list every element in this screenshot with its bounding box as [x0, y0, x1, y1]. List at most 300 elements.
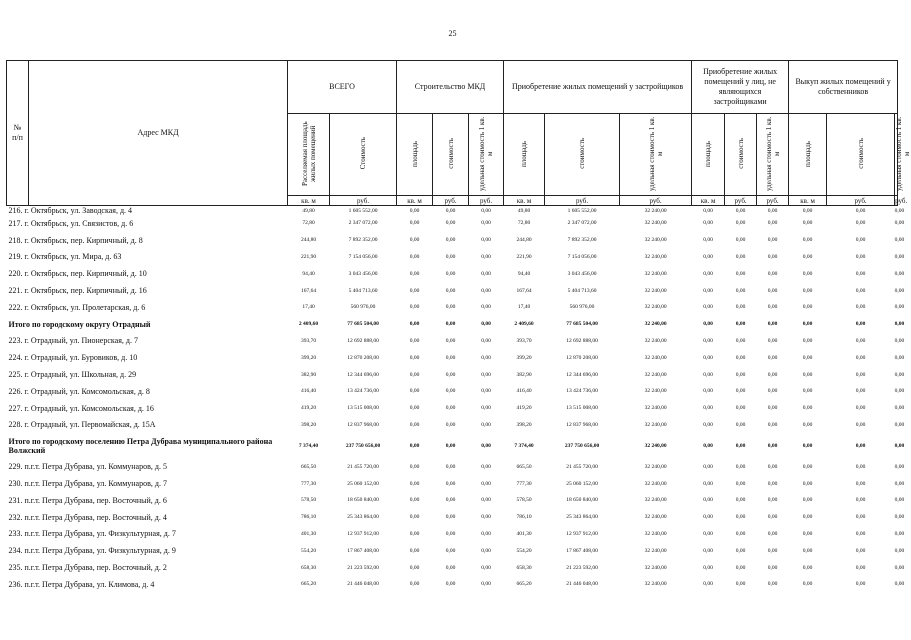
value-cell: 0,00 — [735, 547, 746, 554]
value-cell: 0,00 — [409, 371, 420, 378]
value-cell: 0,00 — [445, 220, 456, 227]
table-row — [7, 509, 898, 526]
value-cell: 0,00 — [735, 581, 746, 588]
value-cell: 399,20 — [516, 354, 532, 361]
value-cell: 32 240,00 — [644, 547, 667, 554]
value-cell: 0,00 — [802, 287, 813, 294]
value-cell: 0,00 — [767, 287, 778, 294]
value-cell: 0,00 — [703, 530, 713, 537]
unit-rub: руб. — [725, 196, 757, 206]
table-row — [7, 383, 898, 400]
table-row — [7, 215, 898, 232]
value-cell: 0,00 — [409, 405, 420, 412]
value-cell: 0,00 — [735, 270, 746, 277]
value-cell: 0,00 — [894, 547, 905, 554]
value-cell: 0,00 — [767, 304, 778, 311]
value-cell: 32 240,00 — [644, 388, 667, 395]
value-cell: 0,00 — [855, 514, 866, 521]
value-cell: 0,00 — [703, 354, 713, 361]
value-cell: 0,00 — [855, 405, 866, 412]
value-cell: 0,00 — [735, 207, 746, 214]
value-cell: 167,64 — [516, 287, 532, 294]
value-cell: 0,00 — [703, 304, 713, 311]
value-cell: 0,00 — [735, 304, 746, 311]
value-cell: 0,00 — [855, 388, 866, 395]
value-cell: 0,00 — [445, 207, 456, 214]
value-cell: 0,00 — [855, 547, 866, 554]
value-cell: 0,00 — [445, 337, 456, 344]
table-row — [7, 349, 898, 366]
value-cell: 0,00 — [735, 371, 746, 378]
value-cell: 0,00 — [735, 220, 746, 227]
value-cell: 0,00 — [894, 388, 905, 395]
value-cell: 0,00 — [481, 304, 491, 311]
value-cell: 0,00 — [767, 237, 778, 244]
value-cell: 0,00 — [445, 421, 456, 428]
value-cell: 25 343 864,00 — [347, 514, 379, 521]
value-cell: 0,00 — [894, 564, 905, 571]
value-cell: 0,00 — [735, 442, 746, 449]
sub-header-area: площадь — [397, 114, 433, 196]
address-cell: 230. п.г.т. Петра Дубрава, ул. Коммунаров, д. 7 — [8, 479, 167, 489]
table-row — [7, 282, 898, 299]
value-cell: 77 685 504,00 — [566, 321, 598, 328]
value-cell: 0,00 — [481, 321, 491, 328]
address-cell: Итого по городскому поселению Петра Дубрава муниципального района Волжский — [8, 436, 273, 455]
value-cell: 0,00 — [894, 530, 905, 537]
value-cell: 0,00 — [894, 337, 905, 344]
value-cell: 21 446 048,00 — [566, 581, 598, 588]
address-cell: 220. г. Октябрьск, пер. Кирпичный, д. 10 — [8, 269, 147, 279]
value-cell: 0,00 — [767, 421, 778, 428]
table-row — [7, 265, 898, 282]
value-cell: 0,00 — [894, 581, 905, 588]
value-cell: 13 424 736,00 — [566, 388, 598, 395]
value-cell: 0,00 — [767, 564, 778, 571]
value-cell: 2 409,60 — [514, 321, 534, 328]
value-cell: 12 837 968,00 — [347, 421, 379, 428]
value-cell: 0,00 — [481, 530, 491, 537]
value-cell: 665,50 — [516, 463, 532, 470]
address-cell: 234. п.г.т. Петра Дубрава, ул. Физкультурная, д. 9 — [8, 546, 176, 556]
value-cell: 0,00 — [802, 530, 813, 537]
value-cell: 0,00 — [409, 463, 420, 470]
address-cell: 221. г. Октябрьск, пер. Кирпичный, д. 16 — [8, 286, 147, 296]
value-cell: 0,00 — [703, 581, 713, 588]
value-cell: 0,00 — [735, 287, 746, 294]
address-cell: 223. г. Отрадный, ул. Пионерская, д. 7 — [8, 336, 138, 346]
value-cell: 0,00 — [802, 564, 813, 571]
value-cell: 0,00 — [481, 547, 491, 554]
value-cell: 0,00 — [409, 421, 420, 428]
value-cell: 0,00 — [894, 421, 905, 428]
value-cell: 0,00 — [409, 514, 420, 521]
table-row — [7, 232, 898, 249]
unit-area: кв. м — [789, 196, 827, 206]
value-cell: 0,00 — [481, 270, 491, 277]
value-cell: 0,00 — [802, 237, 813, 244]
value-cell: 578,50 — [300, 497, 317, 504]
unit-rub: руб. — [895, 197, 908, 205]
value-cell: 777,30 — [300, 480, 317, 487]
address-cell: 218. г. Октябрьск, пер. Кирпичный, д. 8 — [8, 235, 143, 245]
value-cell: 0,00 — [445, 564, 456, 571]
value-cell: 1 605 552,00 — [348, 207, 378, 214]
value-cell: 12 870 208,00 — [347, 354, 379, 361]
value-cell: 382,90 — [516, 371, 532, 378]
value-cell: 0,00 — [703, 270, 713, 277]
value-cell: 0,00 — [409, 497, 420, 504]
value-cell: 578,50 — [516, 497, 532, 504]
value-cell: 0,00 — [735, 497, 746, 504]
address-cell: 236. п.г.т. Петра Дубрава, ул. Климова, д. 4 — [8, 579, 155, 589]
value-cell: 0,00 — [894, 442, 905, 449]
value-cell: 12 344 696,00 — [566, 371, 598, 378]
value-cell: 0,00 — [703, 421, 713, 428]
resettlement-table — [6, 60, 911, 593]
value-cell: 237 750 656,00 — [345, 442, 381, 449]
value-cell: 7 374,40 — [514, 442, 534, 449]
value-cell: 0,00 — [855, 421, 866, 428]
value-cell: 0,00 — [735, 514, 746, 521]
value-cell: 0,00 — [767, 547, 778, 554]
value-cell: 49,80 — [302, 207, 315, 214]
value-cell: 21 455 720,00 — [566, 463, 598, 470]
value-cell: 0,00 — [894, 405, 905, 412]
value-cell: 0,00 — [481, 207, 491, 214]
value-cell: 18 650 840,00 — [566, 497, 598, 504]
value-cell: 32 240,00 — [644, 564, 667, 571]
value-cell: 0,00 — [855, 321, 866, 328]
value-cell: 0,00 — [481, 220, 491, 227]
value-cell: 0,00 — [409, 547, 420, 554]
value-cell: 0,00 — [855, 497, 866, 504]
value-cell: 0,00 — [481, 237, 491, 244]
value-cell: 393,70 — [516, 337, 532, 344]
value-cell: 49,80 — [517, 207, 531, 214]
sub-header-cost: стоимость — [827, 114, 895, 196]
value-cell: 0,00 — [445, 405, 456, 412]
value-cell: 0,00 — [855, 253, 866, 260]
sub-header-cost: стоимость — [433, 114, 469, 196]
value-cell: 0,00 — [703, 480, 713, 487]
value-cell: 0,00 — [894, 220, 905, 227]
value-cell: 0,00 — [802, 321, 813, 328]
table-row — [7, 475, 898, 492]
value-cell: 0,00 — [735, 564, 746, 571]
value-cell: 0,00 — [802, 514, 813, 521]
value-cell: 0,00 — [703, 442, 713, 449]
value-cell: 7 892 352,00 — [348, 237, 378, 244]
value-cell: 658,30 — [516, 564, 532, 571]
value-cell: 32 240,00 — [644, 497, 667, 504]
value-cell: 0,00 — [445, 321, 456, 328]
value-cell: 0,00 — [855, 220, 866, 227]
value-cell: 237 750 656,00 — [564, 442, 600, 449]
table-row — [7, 206, 898, 216]
value-cell: 0,00 — [767, 207, 778, 214]
value-cell: 0,00 — [894, 287, 905, 294]
value-cell: 665,20 — [300, 581, 317, 588]
value-cell: 0,00 — [735, 530, 746, 537]
value-cell: 32 240,00 — [644, 442, 667, 449]
value-cell: 0,00 — [855, 354, 866, 361]
value-cell: 32 240,00 — [644, 237, 667, 244]
group-buyout-header: Выкуп жилых помещений у собственников — [789, 61, 898, 114]
value-cell: 12 937 912,00 — [566, 530, 598, 537]
unit-area: кв. м — [504, 196, 545, 206]
address-cell: 216. г. Октябрьск, ул. Заводская, д. 4 — [8, 206, 133, 215]
value-cell: 0,00 — [735, 321, 746, 328]
value-cell: 0,00 — [481, 388, 491, 395]
value-cell: 17,40 — [517, 304, 531, 311]
value-cell: 0,00 — [703, 321, 713, 328]
value-cell: 0,00 — [703, 463, 713, 470]
value-cell: 0,00 — [445, 304, 456, 311]
value-cell: 32 240,00 — [644, 287, 667, 294]
unit-rub: руб. — [757, 196, 789, 206]
address-cell: 222. г. Октябрьск, ул. Пролетарская, д. 6 — [8, 302, 146, 312]
value-cell: 13 515 008,00 — [566, 405, 598, 412]
unit-rub: руб. — [620, 196, 692, 206]
value-cell: 7 892 352,00 — [567, 237, 597, 244]
value-cell: 0,00 — [481, 564, 491, 571]
table-row — [7, 492, 898, 509]
value-cell: 0,00 — [855, 480, 866, 487]
unit-area: кв. м — [692, 196, 725, 206]
value-cell: 416,40 — [516, 388, 532, 395]
value-cell: 0,00 — [703, 547, 713, 554]
value-cell: 0,00 — [703, 253, 713, 260]
address-cell: 228. г. Отрадный, ул. Первомайская, д. 15А — [8, 420, 156, 430]
value-cell: 0,00 — [481, 287, 491, 294]
table-row — [7, 576, 898, 593]
value-cell: 0,00 — [855, 463, 866, 470]
value-cell: 0,00 — [767, 530, 778, 537]
sub-header-unit-cost: удельная стоимость 1 кв. м — [620, 114, 692, 196]
value-cell: 0,00 — [802, 253, 813, 260]
value-cell: 25 060 152,00 — [347, 480, 379, 487]
value-cell: 3 043 456,00 — [567, 270, 597, 277]
unit-rub: руб. — [330, 196, 397, 206]
value-cell: 0,00 — [894, 237, 905, 244]
value-cell: 0,00 — [409, 581, 420, 588]
value-cell: 0,00 — [445, 442, 456, 449]
sub-header-unit-cost: удельная стоимость 1 кв. м — [757, 114, 789, 196]
value-cell: 32 240,00 — [644, 337, 667, 344]
value-cell: 0,00 — [855, 371, 866, 378]
value-cell: 21 223 592,00 — [347, 564, 379, 571]
value-cell: 0,00 — [703, 564, 713, 571]
value-cell: 0,00 — [894, 480, 905, 487]
value-cell: 0,00 — [445, 581, 456, 588]
value-cell: 0,00 — [802, 581, 813, 588]
value-cell: 0,00 — [894, 514, 905, 521]
address-cell: 217. г. Октябрьск, ул. Связистов, д. 6 — [8, 218, 134, 228]
value-cell: 0,00 — [409, 321, 420, 328]
group-construction-header: Строительство МКД — [397, 61, 504, 114]
col-no-header: № п/п — [7, 61, 29, 206]
value-cell: 0,00 — [802, 371, 813, 378]
address-cell: 224. г. Отрадный, ул. Буровиков, д. 10 — [8, 353, 138, 363]
value-cell: 0,00 — [703, 388, 713, 395]
sub-header-area: площадь — [692, 114, 725, 196]
value-cell: 32 240,00 — [644, 581, 667, 588]
value-cell: 0,00 — [802, 354, 813, 361]
table-row — [7, 458, 898, 475]
value-cell: 0,00 — [767, 405, 778, 412]
table-row — [7, 249, 898, 266]
value-cell: 777,30 — [516, 480, 532, 487]
sub-header-total-cost: Стоимость — [330, 114, 397, 196]
value-cell: 0,00 — [703, 514, 713, 521]
value-cell: 560 976,00 — [350, 304, 376, 311]
value-cell: 665,50 — [300, 463, 317, 470]
value-cell: 0,00 — [767, 337, 778, 344]
value-cell: 0,00 — [855, 237, 866, 244]
value-cell: 0,00 — [409, 337, 420, 344]
value-cell: 25 343 864,00 — [566, 514, 598, 521]
value-cell: 221,90 — [300, 253, 317, 260]
unit-area: кв. м — [397, 196, 433, 206]
value-cell: 0,00 — [445, 253, 456, 260]
value-cell: 0,00 — [767, 321, 778, 328]
table-row — [7, 299, 898, 316]
value-cell: 0,00 — [894, 463, 905, 470]
value-cell: 0,00 — [894, 270, 905, 277]
address-cell: 235. п.г.т. Петра Дубрава, пер. Восточный, д. 2 — [8, 563, 167, 573]
group-non-developer-header: Приобретение жилых помещений у лиц, не являющихся застройщиками — [692, 61, 789, 114]
value-cell: 0,00 — [703, 287, 713, 294]
value-cell: 399,20 — [300, 354, 317, 361]
value-cell: 554,20 — [516, 547, 532, 554]
unit-rub: руб. — [827, 196, 895, 206]
value-cell: 0,00 — [767, 253, 778, 260]
value-cell: 0,00 — [802, 270, 813, 277]
value-cell: 0,00 — [735, 337, 746, 344]
value-cell: 419,20 — [516, 405, 532, 412]
value-cell: 32 240,00 — [644, 321, 667, 328]
value-cell: 0,00 — [409, 220, 420, 227]
value-cell: 0,00 — [481, 371, 491, 378]
value-cell: 32 240,00 — [644, 530, 667, 537]
value-cell: 0,00 — [802, 207, 813, 214]
value-cell: 0,00 — [802, 497, 813, 504]
value-cell: 12 937 912,00 — [347, 530, 379, 537]
value-cell: 398,20 — [300, 421, 317, 428]
value-cell: 7 154 056,00 — [567, 253, 597, 260]
value-cell: 0,00 — [445, 530, 456, 537]
table-row — [7, 366, 898, 383]
value-cell: 0,00 — [445, 480, 456, 487]
table-body — [7, 206, 905, 593]
value-cell: 0,00 — [445, 497, 456, 504]
value-cell: 0,00 — [802, 421, 813, 428]
unit-area: кв. м — [288, 196, 330, 206]
sub-header-unit-cost: удельная стоимость 1 кв. м — [469, 114, 504, 196]
value-cell: 72,80 — [302, 220, 315, 227]
value-cell: 17 867 408,00 — [566, 547, 598, 554]
value-cell: 0,00 — [802, 304, 813, 311]
table-total-row — [7, 433, 898, 458]
value-cell: 2 409,60 — [298, 321, 319, 328]
value-cell: 21 455 720,00 — [347, 463, 379, 470]
value-cell: 5 404 713,60 — [348, 287, 378, 294]
value-cell: 0,00 — [855, 530, 866, 537]
value-cell: 18 650 840,00 — [347, 497, 379, 504]
value-cell: 0,00 — [735, 421, 746, 428]
sub-header-cost: стоимость — [545, 114, 620, 196]
value-cell: 0,00 — [409, 480, 420, 487]
value-cell: 0,00 — [445, 514, 456, 521]
value-cell: 32 240,00 — [644, 514, 667, 521]
value-cell: 0,00 — [409, 237, 420, 244]
value-cell: 0,00 — [703, 337, 713, 344]
value-cell: 0,00 — [855, 337, 866, 344]
value-cell: 0,00 — [409, 564, 420, 571]
group-total-header: ВСЕГО — [288, 61, 397, 114]
address-cell: Итого по городскому округу Отрадный — [8, 319, 151, 329]
value-cell: 0,00 — [894, 321, 905, 328]
table-row — [7, 417, 898, 434]
value-cell: 0,00 — [481, 354, 491, 361]
value-cell: 0,00 — [802, 388, 813, 395]
value-cell: 0,00 — [481, 497, 491, 504]
address-cell: 229. п.г.т. Петра Дубрава, ул. Коммунаров, д. 5 — [8, 462, 167, 472]
value-cell: 0,00 — [767, 388, 778, 395]
address-cell: 219. г. Октябрьск, ул. Мира, д. 63 — [8, 252, 122, 262]
value-cell: 554,20 — [300, 547, 317, 554]
col-address-header: Адрес МКД — [29, 61, 288, 206]
sub-header-cost: стоимость — [725, 114, 757, 196]
value-cell: 0,00 — [767, 514, 778, 521]
value-cell: 0,00 — [802, 480, 813, 487]
value-cell: 0,00 — [767, 371, 778, 378]
unit-rub: руб. — [545, 196, 620, 206]
value-cell: 32 240,00 — [644, 270, 667, 277]
table-total-row — [7, 316, 898, 333]
value-cell: 0,00 — [735, 237, 746, 244]
value-cell: 32 240,00 — [644, 480, 667, 487]
value-cell: 0,00 — [767, 480, 778, 487]
value-cell: 0,00 — [855, 304, 866, 311]
value-cell: 0,00 — [855, 581, 866, 588]
value-cell: 0,00 — [703, 220, 713, 227]
value-cell: 0,00 — [445, 388, 456, 395]
value-cell: 398,20 — [516, 421, 532, 428]
value-cell: 786,10 — [516, 514, 532, 521]
value-cell: 0,00 — [735, 405, 746, 412]
value-cell: 94,40 — [517, 270, 531, 277]
table-row — [7, 400, 898, 417]
value-cell: 0,00 — [802, 463, 813, 470]
sub-header-resettled-area: Расселяемая площадь жилых помещений — [288, 114, 330, 196]
value-cell: 0,00 — [481, 480, 491, 487]
value-cell: 12 837 968,00 — [566, 421, 598, 428]
value-cell: 0,00 — [894, 497, 905, 504]
value-cell: 17 867 408,00 — [347, 547, 379, 554]
value-cell: 0,00 — [735, 388, 746, 395]
value-cell: 0,00 — [735, 480, 746, 487]
value-cell: 0,00 — [894, 207, 905, 214]
value-cell: 32 240,00 — [644, 405, 667, 412]
value-cell: 0,00 — [855, 442, 866, 449]
value-cell: 0,00 — [855, 287, 866, 294]
value-cell: 393,70 — [300, 337, 317, 344]
address-cell: 227. г. Отрадный, ул. Комсомольская, д. 16 — [8, 403, 154, 413]
value-cell: 665,20 — [516, 581, 532, 588]
value-cell: 77 685 504,00 — [347, 321, 379, 328]
